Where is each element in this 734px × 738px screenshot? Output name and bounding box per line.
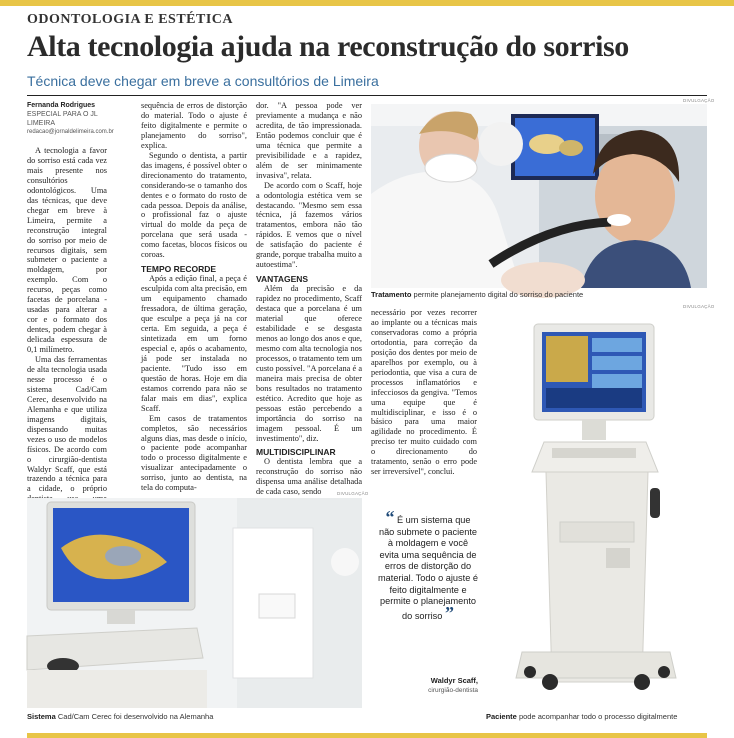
bottom-color-rule bbox=[27, 733, 707, 738]
pull-quote bbox=[378, 507, 478, 623]
paragraph: Em casos de tratamentos completos, são necessários alguns dias, mas desde o início, o paciente pode acompanhar todo o processo digitalmente e visualizar antecipadamente o sorriso, junto ao dentista, na tela do computa- bbox=[141, 413, 247, 493]
byline bbox=[27, 101, 117, 137]
byline-role: ESPECIAL PARA O JL bbox=[27, 111, 98, 118]
caption-system bbox=[27, 712, 362, 721]
quote-author: Waldyr Scaff, bbox=[430, 676, 478, 685]
subheading-multidisciplinar: MULTIDISCIPLINAR bbox=[256, 447, 336, 458]
paragraph: A tecnologia a favor do sorriso está cada vez mais presente nos consultórios odontológicos. Uma das técnicas, que deve chegar em breve à Limeira, permite a reconstrução integral do sorriso por meio de recursos digitais, sem submeter o paciente a moldagem, por exemplo. Com o recurso, peças como facetas de porcelana - usadas para alterar a cor e o formato dos dentes, podem chegar à delicada espessura de 0,1 milímetro. bbox=[27, 146, 107, 355]
byline-email[interactable]: redacao@jornaldelimeira.com.br bbox=[27, 129, 114, 135]
machine-base bbox=[516, 652, 676, 678]
caption-label: Sistema bbox=[27, 712, 56, 721]
paragraph: Segundo o dentista, a partir das imagens, é possível obter o direcionamento do tratamento, considerando-se o tamanho dos dentes e o formato do rosto de cada pessoa. Depois da análise, o profissional faz o ajuste virtual do molde da peça de porcelana que será usada - como facetas, blocos físicos ou coroas. bbox=[141, 150, 247, 260]
quote-author-role: cirurgião-dentista bbox=[428, 687, 478, 694]
caster-wheel bbox=[658, 666, 670, 678]
caption-treatment bbox=[371, 290, 707, 299]
caption-label: Paciente bbox=[486, 712, 517, 721]
header-divider bbox=[27, 95, 707, 96]
subtitle: Técnica deve chegar em breve a consultórios de Limeira bbox=[27, 73, 379, 89]
cerec-machine-photo bbox=[486, 312, 707, 708]
quote-close-mark: ” bbox=[444, 602, 454, 623]
paragraph: necessário por vezes recorrer ao implante ou a técnicas mais conservadoras como a própria ortodontia, para correção da posição dos dentes por meio de aparelhos por exemplo, ou à periodontia, que visa a cura de processos inflamatórios e infecciosos da gengiva. "Temos uma equipe que é multidisciplinar, e isso é o básico para uma maior agilidade no procedimento. É preciso ter muito cuidado com o direcionamento do tratamento, senão o erro pode ser irreversível", conclui. bbox=[371, 308, 477, 477]
headline: Alta tecnologia ajuda na reconstrução do sorriso bbox=[27, 30, 629, 63]
photo-credit: DIVULGAÇÃO bbox=[683, 304, 715, 309]
machine-cabinet bbox=[546, 472, 648, 682]
treatment-photo bbox=[371, 104, 707, 288]
caption-text: permite planejamento digital do sorriso do paciente bbox=[413, 290, 584, 299]
subheading-vantagens: VANTAGENS bbox=[256, 274, 309, 285]
cerec-system-photo bbox=[27, 498, 362, 708]
article-column-3 bbox=[256, 101, 362, 523]
article-column-4 bbox=[371, 308, 477, 477]
quote-open-mark: “ bbox=[385, 507, 395, 527]
subheading-tempo-recorde: TEMPO RECORDE bbox=[141, 264, 217, 275]
caption-patient bbox=[486, 712, 707, 721]
paragraph: O dentista lembra que a reconstrução do sorriso não dispensa uma análise detalhada de cada caso, sendo bbox=[256, 457, 362, 497]
quote-attribution bbox=[378, 676, 478, 695]
paragraph: Uma das ferramentas de alta tecnologia usada nesse processo é o sistema Cad/Cam Cerec, desenvolvido na Alemanha e que utiliza imagens digitais, dispensando muitas vezes o uso de modelos físicos. De acordo com o cirurgião-dentista Waldyr Scaff, que está trazendo a técnica para a cidade, o próprio bbox=[27, 355, 107, 494]
paragraph: dor. "A pessoa pode ver previamente a mudança e não acredita, de tão impressionada. Então podemos concluir que é uma técnica que permite a previsibilidade e a rapidez, além de ser minimamente invasiva", relata. bbox=[256, 101, 362, 180]
quote-text: É um sistema que não submete o paciente à moldagem e você evita uma sequência de erros de distorção do material. Todo o ajuste é feito digitalmente e permite o planejamento do sorriso bbox=[378, 515, 478, 621]
top-color-rule bbox=[0, 0, 734, 6]
article-column-1 bbox=[27, 146, 107, 524]
caption-text: pode acompanhar todo o processo digitalmente bbox=[518, 712, 678, 721]
caption-label: Tratamento bbox=[371, 290, 412, 299]
photo-credit: DIVULGAÇÃO bbox=[683, 98, 715, 103]
caster-wheel bbox=[542, 674, 558, 690]
paragraph: De acordo com o Scaff, hoje a odontologia estética vem se destacando. "Mesmo sem essa técnica, já fazemos vários tratamentos, embora não tão rápidos. E vemos que o nível de satisfação do paciente é grande, porque trabalha muito a autoestima". bbox=[256, 180, 362, 270]
caster-wheel bbox=[524, 666, 536, 678]
section-label: ODONTOLOGIA E ESTÉTICA bbox=[27, 12, 234, 27]
paragraph: Após a edição final, a peça é esculpida com alta precisão, em um equipamento chamado fressadora, de última geração, que esculpe a peça já na cor certa. Em seguida, a peça é sintetizada em um forno especial e, após o acabamento, já pode ser instalada no paciente. "Tudo isso em questão de horas. Hoje em dia estamos correndo para não se falar mais em dias", explica Scaff. bbox=[141, 274, 247, 413]
paragraph: sequência de erros de distorção do material. Todo o ajuste é feito digitalmente e permite o planejamento do sorriso", explica. bbox=[141, 101, 247, 150]
byline-city: LIMEIRA bbox=[27, 120, 56, 127]
photo-credit: DIVULGAÇÃO bbox=[337, 491, 369, 496]
caster-wheel bbox=[634, 674, 650, 690]
mask bbox=[425, 154, 477, 182]
article-column-2 bbox=[141, 101, 247, 523]
paragraph: Além da precisão e da rapidez no procedimento, Scaff destaca que a porcelana é um material que oferece estabilidade e se desgasta menos ao longo dos anos e que, mesmo com alta tecnologia nos processos, o tratamento tem um custo possível. "A porcelana é a maneira mais precisa de obter bons resultados no tratamento estético. Acredito que hoje as pessoas estão percebendo a importância do sorriso na imagem pessoal. É um investimento", diz. bbox=[256, 284, 362, 443]
byline-author: Fernanda Rodrigues bbox=[27, 102, 96, 109]
caption-text: Cad/Cam Cerec foi desenvolvido na Alemanha bbox=[57, 712, 214, 721]
